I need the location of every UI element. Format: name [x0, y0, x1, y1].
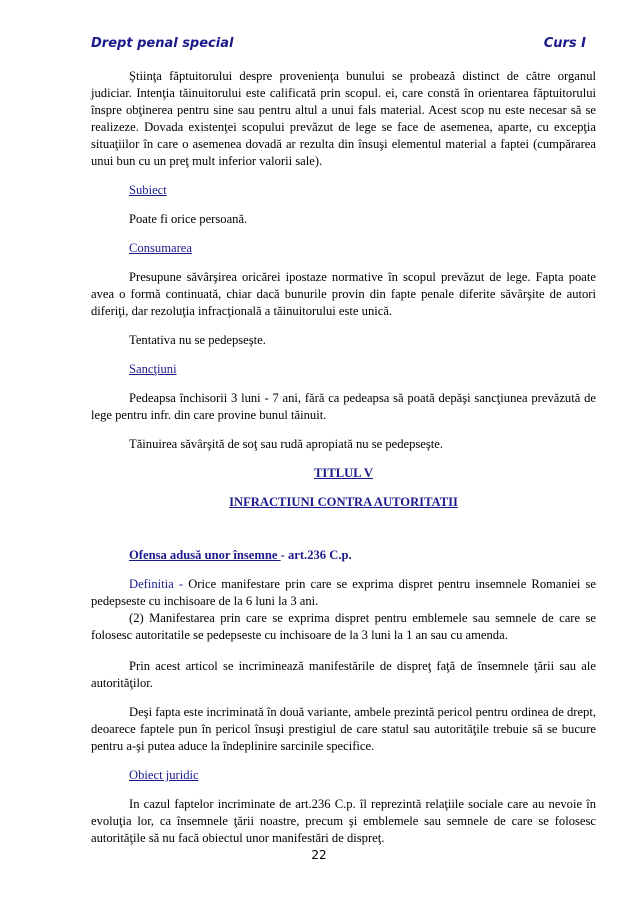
title-titlul-v: TITLUL V	[314, 466, 373, 480]
paragraph-tentativa: Tentativa nu se pedepseşte.	[129, 333, 266, 347]
running-header	[91, 36, 586, 54]
heading-sanctiuni: Sancţiuni	[129, 362, 177, 376]
paragraph-alineat-2: (2) Manifestarea prin care se exprima dispret pentru emblemele sau semnele de care se folosesc autoritatile se pedepseste cu inchisoare de la 3 luni la 1 an sau cu amenda.	[91, 611, 596, 642]
paragraph-tainuire-rude: Tăinuirea săvârşită de soţ sau rudă apropiată nu se pedepseşte.	[129, 437, 444, 451]
paragraph-incriminare: Prin acest articol se incriminează manifestările de dispreţ faţă de însemnele ţării sau ale autorităţilor.	[91, 659, 596, 690]
heading-subiect: Subiect	[129, 183, 167, 197]
heading-consumarea: Consumarea	[129, 241, 192, 255]
heading-ofensa-article: - art.236 C.p.	[280, 548, 352, 562]
header-course-title: Drept penal special	[91, 36, 234, 51]
definitie-label: Definitia -	[129, 577, 189, 591]
paragraph-obiect-juridic: In cazul faptelor incriminate de art.236 C.p. îl reprezintă relaţiile sociale care au nevoie în evoluţia lor, ca însemnele ţării noastre, precum şi emblemele sau semnele de care se folosesc autorităţile să nu facă obiectul unor manifestări de dispreţ.	[91, 797, 596, 845]
definitie-text: Orice manifestare prin care se exprima dispret pentru insemnele Romaniei se pedepseste cu inchisoare de la 6 luni la 3 ani.	[91, 577, 596, 608]
paragraph-consumarea: Presupune săvârşirea oricărei ipostaze normative în scopul prevăzut de lege. Fapta poate avea o formă continuată, chiar dacă bunurile provin din fapte penale diferite săvârşite de autori diferiţi, dar rezoluţia infracţională a tăinuitorului este unică.	[91, 270, 596, 318]
document-body	[91, 68, 596, 859]
paragraph-pericol: Deşi fapta este incriminată în două variante, ambele prezintă pericol pentru ordinea de drept, deoarece faptele pun în pericol însuşi prestigiul de care statul sau autorităţile trebuie să se bucure pentru a-şi putea aduce la îndeplinire sarcinile specifice.	[91, 705, 596, 753]
paragraph-intentie: Ştiinţa făptuitorului despre provenienţa bunului se probează distinct de către organul judiciar. Intenţia tăinuitorului este calificată prin scopul. ei, care constă în orientarea făptuitorului înspre obţinerea pentru sine sau pentru altul a unui fals material. Acest scop nu este necesar să se realizeze. Dovada existenţei scopului prevăzut de lege se face de asemenea, aparte, cu excepţia situaţiilor în care o asemenea dovadă ar rezulta din însuşi elementul material a faptei (cumpărarea unui bun cu un preţ mult inferior valorii sale).	[91, 69, 596, 168]
paragraph-subiect: Poate fi orice persoană.	[129, 212, 248, 226]
heading-obiect-juridic: Obiect juridic	[129, 768, 199, 782]
subtitle-infractiuni: INFRACTIUNI CONTRA AUTORITATII	[229, 495, 458, 509]
paragraph-pedeapsa: Pedeapsa închisorii 3 luni - 7 ani, fără ca pedeapsa să poată depăşi sancţiunea prevăzută de lege pentru infr. din care provine bunul tăinuit.	[91, 391, 596, 422]
page-number: 22	[311, 848, 327, 862]
spacer	[91, 523, 596, 547]
header-course-number: Curs I	[543, 36, 586, 51]
heading-ofensa-title: Ofensa adusă unor însemne	[129, 548, 281, 562]
paragraph-definitie	[91, 576, 596, 610]
heading-ofensa	[129, 547, 596, 564]
